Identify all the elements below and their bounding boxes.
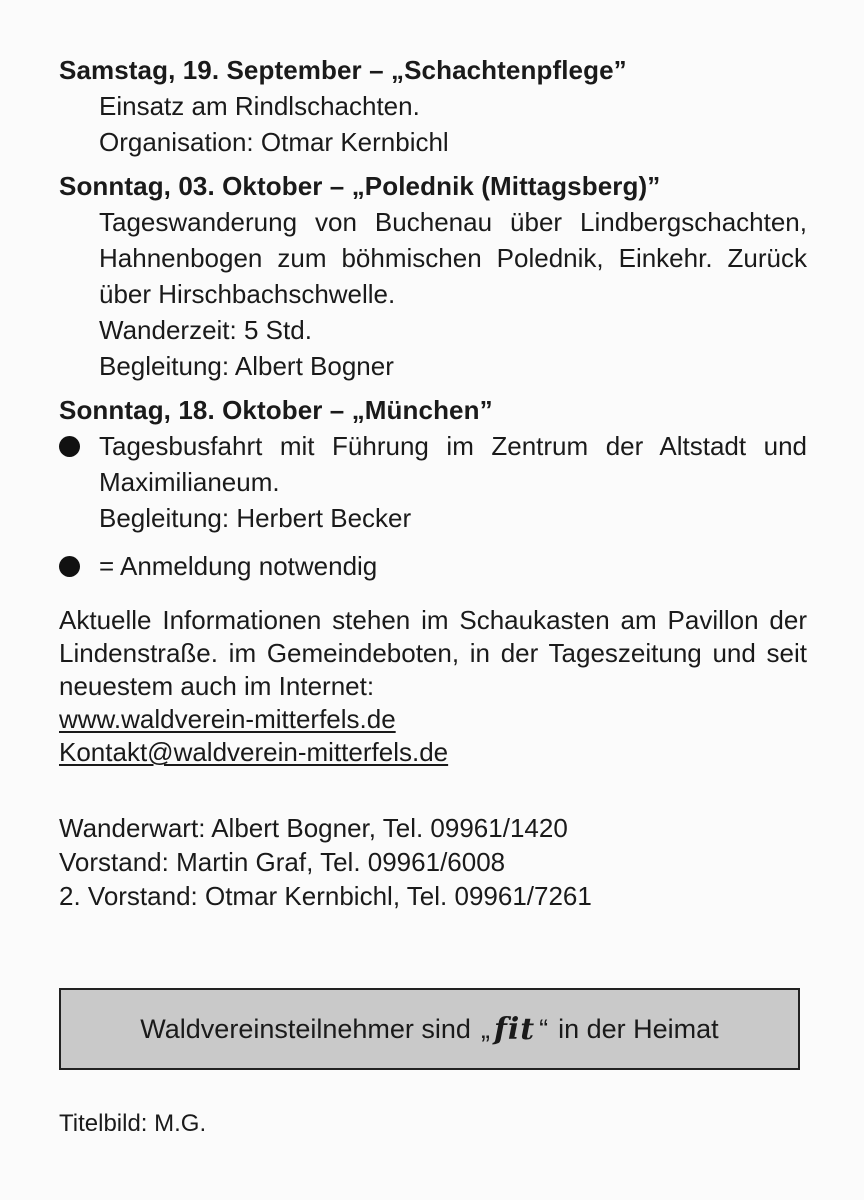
event-duration: Wanderzeit: 5 Std. [99, 315, 312, 345]
banner-close-quote: “ [539, 1013, 549, 1044]
event-description: Tageswanderung von Buchenau über Lindbergschachten, Hahnenbogen zum böhmischen Polednik, Einkehr. Zurück über Hirschbachschwelle. [99, 207, 807, 309]
banner-text-after: in der Heimat [558, 1013, 719, 1044]
event-guide: Begleitung: Albert Bogner [99, 351, 394, 381]
event-polednik [59, 168, 807, 384]
event-title: Sonntag, 18. Oktober – „München” [59, 395, 493, 425]
event-description: Tagesbusfahrt mit Führung im Zentrum der Altstadt und Maximilianeum. [99, 431, 807, 497]
event-body [59, 428, 807, 536]
banner-text-before: Waldvereinsteilnehmer sind [140, 1013, 471, 1044]
email-link[interactable]: Kontakt@waldverein-mitterfels.de [59, 737, 449, 767]
event-title: Sonntag, 03. Oktober – „Polednik (Mittagsberg)” [59, 171, 661, 201]
page-content [59, 52, 807, 913]
info-text: Aktuelle Informationen stehen im Schaukasten am Pavillon der Lindenstraße. im Gemeindeboten, in der Tageszeitung und seit neuestem auch im Internet: [59, 605, 807, 701]
info-section [59, 604, 807, 769]
event-body [59, 204, 807, 384]
photo-credit: Titelbild: M.G. [59, 1110, 207, 1137]
contact-vorstand: Vorstand: Martin Graf, Tel. 09961/6008 [59, 847, 506, 877]
legend [59, 548, 807, 584]
legend-text: = Anmeldung notwendig [99, 551, 378, 581]
banner-highlight: fit [493, 1011, 536, 1047]
contacts-list [59, 811, 807, 913]
event-schachtenpflege [59, 52, 807, 160]
banner-open-quote: „ [480, 1013, 490, 1044]
contact-wanderwart: Wanderwart: Albert Bogner, Tel. 09961/1420 [59, 813, 568, 843]
event-detail: Einsatz am Rindlschachten. [99, 91, 420, 121]
registration-required-icon [59, 436, 80, 457]
event-title: Samstag, 19. September – „Schachtenpflege” [59, 55, 627, 85]
website-link[interactable]: www.waldverein-mitterfels.de [59, 704, 396, 734]
registration-required-icon [59, 556, 80, 577]
event-muenchen [59, 392, 807, 536]
event-organizer: Organisation: Otmar Kernbichl [99, 127, 449, 157]
contact-vorstand-2: 2. Vorstand: Otmar Kernbichl, Tel. 09961/7261 [59, 881, 592, 911]
event-guide: Begleitung: Herbert Becker [99, 503, 412, 533]
event-body [59, 88, 807, 160]
slogan-banner [59, 988, 800, 1070]
